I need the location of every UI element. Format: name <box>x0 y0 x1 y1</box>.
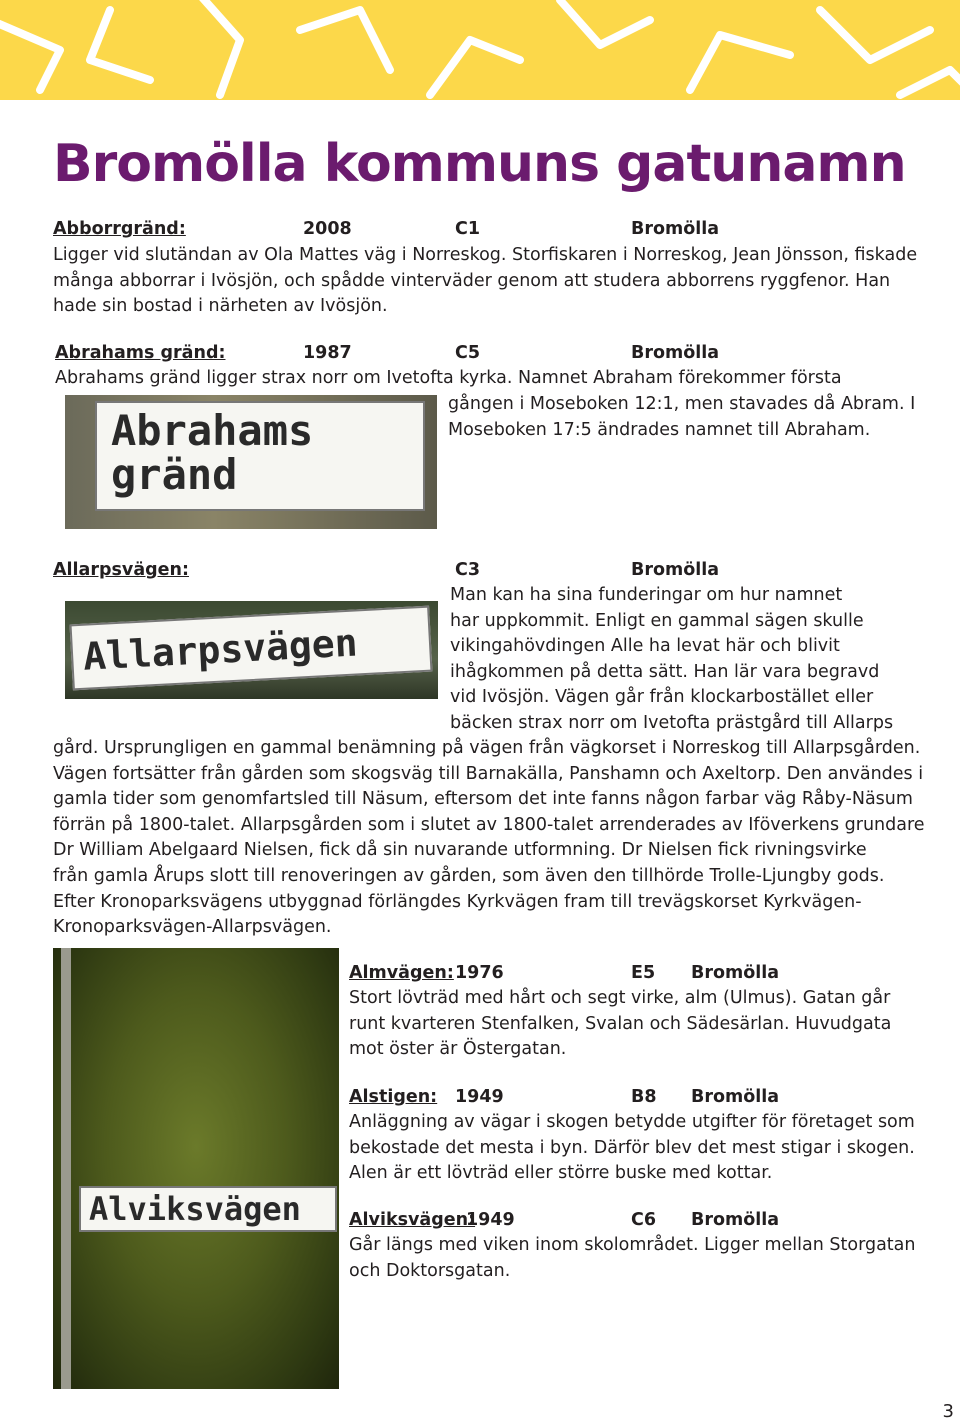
street-year: 1987 <box>303 343 352 363</box>
sign-text: gränd <box>111 450 238 499</box>
text-line: Ligger vid slutändan av Ola Mattes väg i Norreskog. Storfiskaren i Norreskog, Jean Jönsson, fiskade <box>53 245 918 265</box>
text-line: förrän på 1800-talet. Allarpsgården som i slutet av 1800-talet arrenderades av Iföverkens grundare <box>53 814 925 835</box>
text-line: gamla tider som genomfartsled till Näsum, eftersom det inte fanns någon farbar väg Råby-Näsum <box>53 789 913 810</box>
street-name-text: Almvägen: <box>349 963 454 983</box>
street-name <box>53 560 189 580</box>
entry-text-abrahams <box>448 392 915 443</box>
text-line: Man kan ha sina funderingar om hur namnet <box>450 585 843 605</box>
sign-text: Abrahams <box>111 406 314 455</box>
street-place: Bromölla <box>691 1087 780 1107</box>
text-line: Abrahams gränd ligger strax norr om Ivetofta kyrka. Namnet Abraham förekommer första <box>55 368 842 388</box>
text-line: från gamla Årups slott till renoveringen av gården, som även den tillhörde Trolle-Ljungby gods. <box>53 865 885 886</box>
text-line: ihågkommen på detta sätt. Han lär vara begravd <box>450 661 880 682</box>
street-place: Bromölla <box>691 963 780 983</box>
text-line: gången i Moseboken 12:1, men stavades då Abram. I <box>448 394 916 414</box>
text-line: Alen är ett lövträd eller större buske med kottar. <box>349 1163 773 1184</box>
text-line: Vägen fortsätter från gården som skogsväg till Barnakälla, Panshamn och Axeltorp. Den användes i <box>53 763 924 784</box>
text-line: bekostade det mesta i byn. Därför blev det mest stigar i skogen. <box>349 1137 915 1158</box>
street-name-text: Abrahams gränd: <box>55 343 226 363</box>
text-line: Efter Kronoparksvägens utbyggnad förlängdes Kyrkvägen fram till trevägskorset Kyrkvägen- <box>53 891 862 912</box>
entry-header-abborrgrand <box>53 219 186 239</box>
street-year: 1949 <box>455 1087 504 1107</box>
text-line: bäcken strax norr om Ivetofta prästgård till Allarps <box>450 712 894 733</box>
street-name-text: Alviksvägen: <box>349 1210 476 1230</box>
entry-text-alviks <box>349 1233 916 1284</box>
text-line: Dr William Abelgaard Nielsen, fick då sin nuvarande utformning. Dr Nielsen fick rivningsvirke <box>53 840 867 861</box>
entry-text-alstigen <box>349 1110 915 1187</box>
street-name <box>349 1210 475 1230</box>
entry-text-allarps-right <box>450 583 893 737</box>
text-line: gård. Ursprungligen en gammal benämning på vägen från vägkorset i Norreskog till Allarpsgården. <box>53 738 921 758</box>
banner-pattern <box>0 0 960 100</box>
text-line: vid Ivösjön. Vägen går från klockarbostället eller <box>450 687 874 708</box>
text-line: hade sin bostad i närheten av Ivösjön. <box>53 296 388 317</box>
street-sign: Alviksvägen <box>79 1186 337 1232</box>
street-name <box>349 1087 437 1107</box>
street-name-text: Allarpsvägen: <box>53 560 189 580</box>
text-line: och Doktorsgatan. <box>349 1260 511 1281</box>
page-number: 3 <box>942 1401 954 1422</box>
street-name: Abborrgränd: <box>53 219 186 239</box>
street-grid: E5 <box>631 963 656 983</box>
text-line: Stort lövträd med hårt och segt virke, alm (Ulmus). Gatan går <box>349 988 891 1008</box>
street-name-text: Alstigen: <box>349 1087 438 1107</box>
text-line: Kronoparksvägen-Allarpsvägen. <box>53 917 332 938</box>
header-banner <box>0 0 960 100</box>
street-grid: C3 <box>455 560 481 580</box>
street-place: Bromölla <box>691 1210 780 1230</box>
alviks-sign-photo <box>53 948 339 1389</box>
street-place: Bromölla <box>631 343 720 363</box>
street-sign: Allarpsvägen <box>70 606 433 691</box>
street-year: 1949 <box>466 1210 515 1230</box>
text-line: Moseboken 17:5 ändrades namnet till Abraham. <box>448 419 871 440</box>
page-title: Bromölla kommuns gatunamn <box>53 134 906 194</box>
street-grid: C5 <box>455 343 481 363</box>
entry-text-allarps-full <box>53 736 925 941</box>
street-year: 1976 <box>455 963 504 983</box>
street-sign <box>95 401 425 511</box>
text-line: har uppkommit. Enligt en gammal sägen skulle <box>450 610 864 631</box>
text-line: Går längs med viken inom skolområdet. Ligger mellan Storgatan <box>349 1235 916 1255</box>
street-place: Bromölla <box>631 219 720 239</box>
street-name <box>55 343 225 363</box>
street-grid: C1 <box>455 219 481 239</box>
entry-text-almvagen <box>349 986 891 1063</box>
text-line: Anläggning av vägar i skogen betydde utgifter för företaget som <box>349 1112 915 1132</box>
text-line: mot öster är Östergatan. <box>349 1039 567 1060</box>
street-grid: B8 <box>631 1087 657 1107</box>
text-line: många abborrar i Ivösjön, och spådde vinterväder genom att studera abborrens ryggfenor. Han <box>53 270 891 291</box>
sign-pole <box>61 948 71 1389</box>
allarps-sign-photo <box>65 601 438 699</box>
text-line: vikingahövdingen Alle ha levat här och blivit <box>450 636 840 657</box>
entry-text-abborrgrand <box>53 243 917 320</box>
street-name <box>349 963 454 983</box>
street-year: 2008 <box>303 219 352 239</box>
abrahams-sign-photo <box>65 395 437 529</box>
street-place: Bromölla <box>631 560 720 580</box>
text-line: runt kvarteren Stenfalken, Svalan och Sädesärlan. Huvudgata <box>349 1013 892 1034</box>
street-grid: C6 <box>631 1210 657 1230</box>
